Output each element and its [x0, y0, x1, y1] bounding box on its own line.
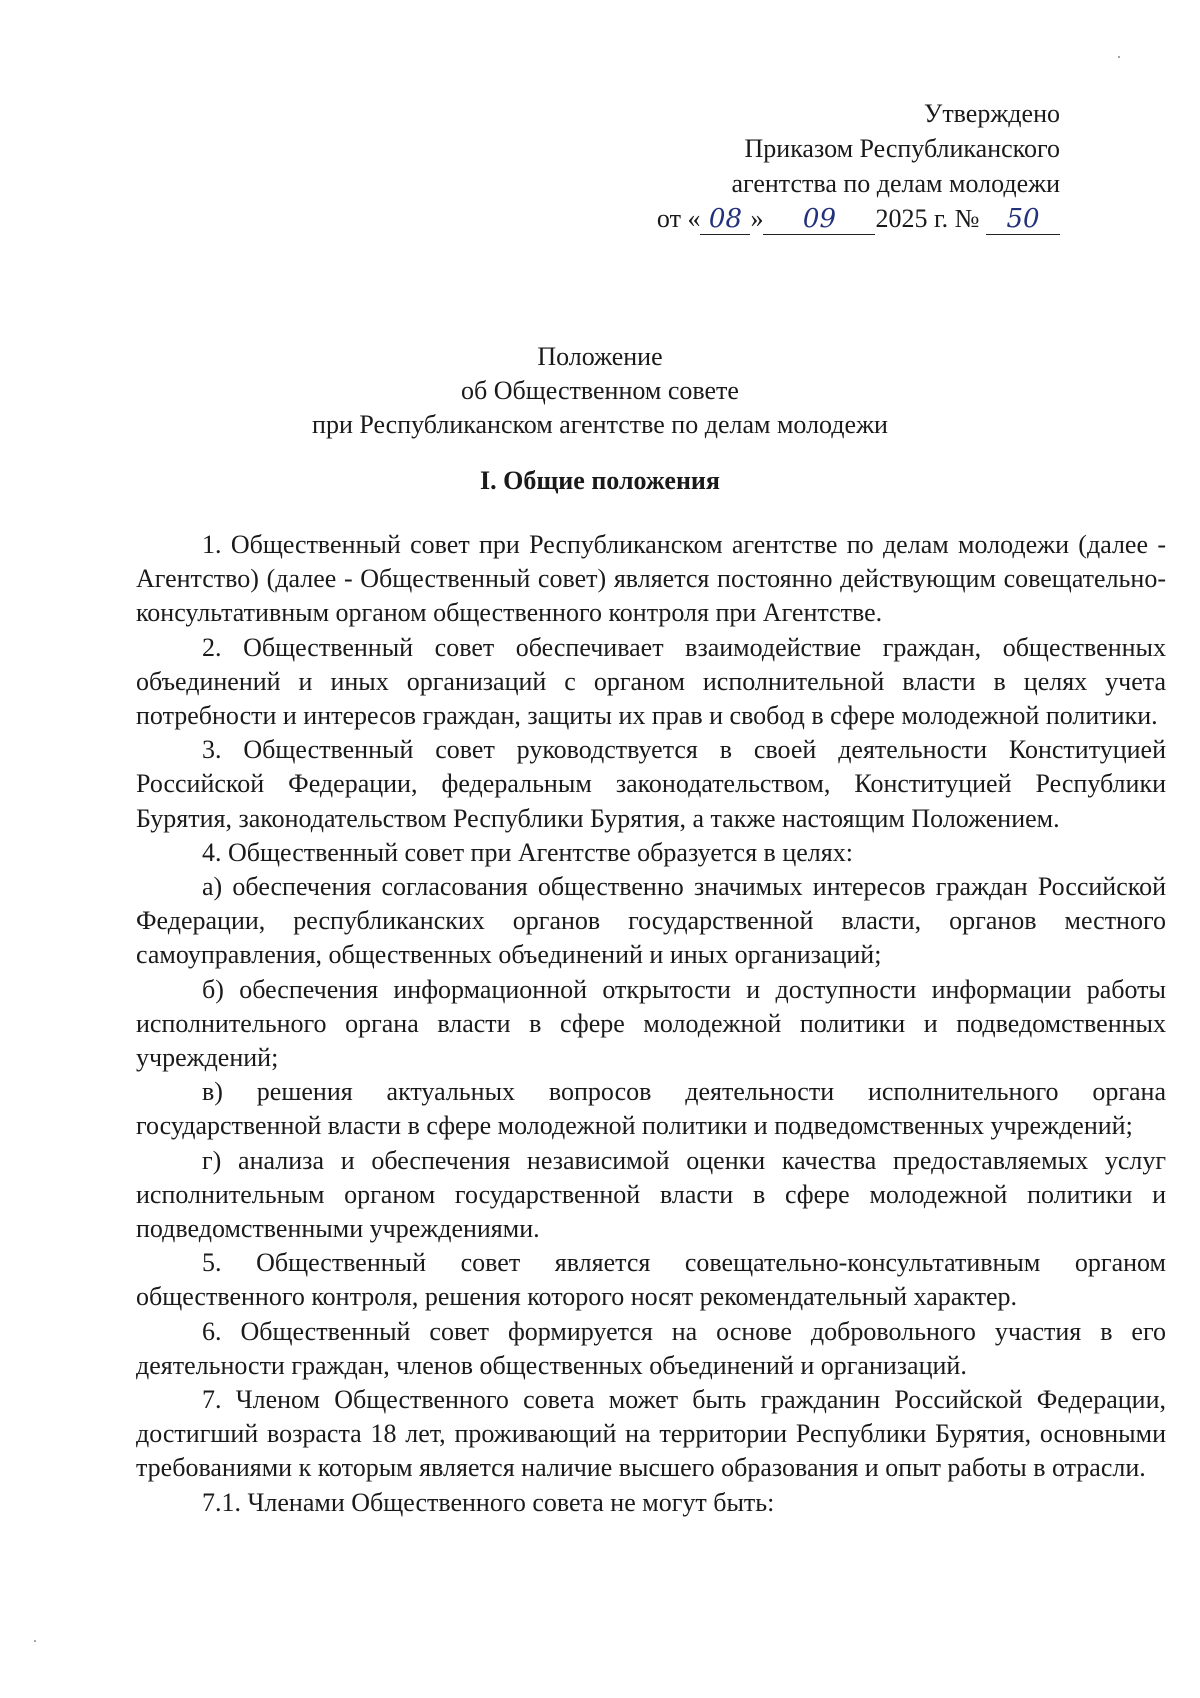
- paragraph: а) обеспечения согласования общественно значимых интересов граждан Российской Федерации, республиканских органов государственной власти, органов местного самоуправления, общественных объединений и иных организаций;: [136, 872, 1166, 970]
- section-heading: I. Общие положения: [480, 466, 720, 495]
- document-body: [136, 528, 1166, 1520]
- approval-date-line: [657, 201, 1060, 236]
- document-title: [0, 340, 1200, 442]
- paragraph: 6. Общественный совет формируется на основе добровольного участия в его деятельности граждан, членов общественных объединений и организаций.: [136, 1316, 1166, 1380]
- approval-stamp: [657, 96, 1060, 236]
- approval-approved: Утверждено: [923, 99, 1060, 128]
- approval-year: 2025 г. №: [875, 204, 980, 233]
- approval-agency: агентства по делам молодежи: [731, 169, 1060, 198]
- paragraph: г) анализа и обеспечения независимой оценки качества предоставляемых услуг исполнительным органом государственной власти в сфере молодежной политики и подведомственными учреждениями.: [136, 1145, 1166, 1244]
- paragraph: 3. Общественный совет руководствуется в своей деятельности Конституцией Российской Федерации, федеральным законодательством, Конституцией Республики Бурятия, законодательством Республики Бурятия, а также настоящим Положением.: [136, 735, 1166, 833]
- approval-number: 50: [986, 204, 1060, 235]
- scan-speck: [1118, 56, 1120, 58]
- paragraph: 5. Общественный совет является совещательно-консультативным органом общественного контроля, решения которого носят рекомендательный характер.: [136, 1248, 1166, 1312]
- paragraph: в) решения актуальных вопросов деятельности исполнительного органа государственной власти в сфере молодежной политики и подведомственных учреждений;: [136, 1077, 1166, 1141]
- approval-month: 09: [763, 204, 875, 235]
- approval-day: 08: [700, 204, 750, 235]
- title-line-2: об Общественном совете: [461, 376, 739, 405]
- paragraph: 4. Общественный совет при Агентстве образуется в целях:: [202, 837, 853, 867]
- scan-speck: [34, 1640, 36, 1642]
- approval-close-quote: »: [750, 204, 764, 233]
- approval-prefix: от «: [656, 204, 701, 233]
- title-line-1: Положение: [537, 342, 663, 371]
- paragraph: 2. Общественный совет обеспечивает взаимодействие граждан, общественных объединений и иных организаций с органом исполнительной власти в целях учета потребности и интересов граждан, защиты их прав и свобод в сфере молодежной политики.: [136, 632, 1166, 731]
- title-line-3: при Республиканском агентстве по делам молодежи: [312, 410, 888, 439]
- paragraph: 7. Членом Общественного совета может быть гражданин Российской Федерации, достигший возраста 18 лет, проживающий на территории Республики Бурятия, основными требованиями к которым является наличие высшего образования и опыт работы в отрасли.: [136, 1385, 1166, 1483]
- paragraph: 7.1. Членами Общественного совета не могут быть:: [202, 1487, 775, 1517]
- paragraph: б) обеспечения информационной открытости и доступности информации работы исполнительного органа власти в сфере молодежной политики и подведомственных учреждений;: [136, 974, 1166, 1073]
- paragraph: 1. Общественный совет при Республиканском агентстве по делам молодежи (далее - Агентство) (далее - Общественный совет) является постоянно действующим совещательно-консультативным органом общественного контроля при Агентстве.: [136, 530, 1166, 628]
- approval-order: Приказом Республиканского: [744, 134, 1060, 163]
